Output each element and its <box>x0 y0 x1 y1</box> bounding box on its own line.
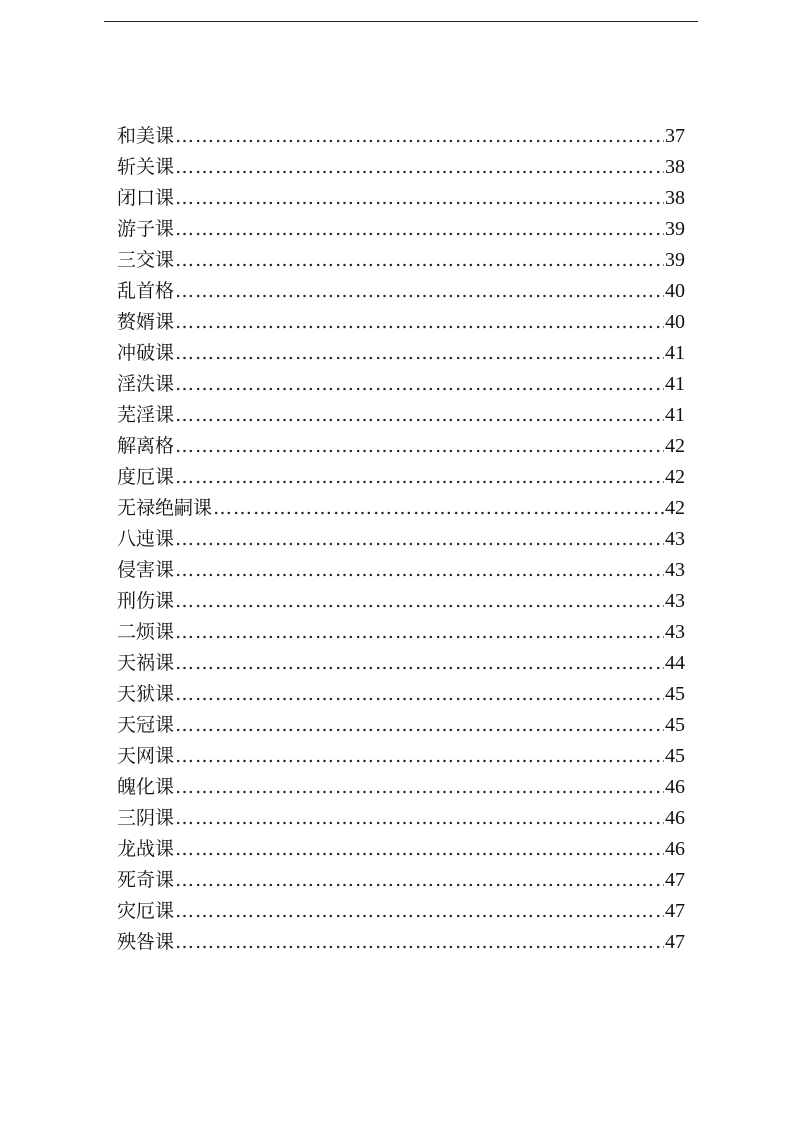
toc-entry[interactable] <box>117 152 685 183</box>
toc-entry[interactable] <box>117 493 685 524</box>
toc-entry[interactable] <box>117 834 685 865</box>
toc-entry[interactable] <box>117 183 685 214</box>
dot-leader <box>175 555 664 586</box>
dot-leader <box>175 586 664 617</box>
toc-entry-title: 三阴课 <box>117 807 175 829</box>
dot-leader <box>175 896 664 927</box>
toc-entry[interactable] <box>117 555 685 586</box>
toc-entry-title: 殃咎课 <box>117 931 175 953</box>
toc-entry[interactable] <box>117 338 685 369</box>
toc-entry-title: 赘婿课 <box>117 311 175 333</box>
toc-entry[interactable] <box>117 586 685 617</box>
toc-entry-page: 43 <box>665 590 685 612</box>
toc-entry-page: 39 <box>665 218 685 240</box>
dot-leader <box>175 648 664 679</box>
toc-entry[interactable] <box>117 741 685 772</box>
dot-leader <box>175 245 664 276</box>
toc-entry-title: 灾厄课 <box>117 900 175 922</box>
toc-entry[interactable] <box>117 896 685 927</box>
dot-leader <box>175 121 664 152</box>
toc-entry-page: 43 <box>665 528 685 550</box>
toc-entry[interactable] <box>117 400 685 431</box>
toc-entry[interactable] <box>117 462 685 493</box>
toc-entry-title: 淫泆课 <box>117 373 175 395</box>
toc-entry-title: 游子课 <box>117 218 175 240</box>
toc-entry-page: 42 <box>665 497 685 519</box>
toc-entry[interactable] <box>117 214 685 245</box>
toc-entry-title: 天祸课 <box>117 652 175 674</box>
toc-entry-page: 46 <box>665 838 685 860</box>
dot-leader <box>175 152 664 183</box>
dot-leader <box>175 679 664 710</box>
toc-entry-title: 魄化课 <box>117 776 175 798</box>
dot-leader <box>175 927 664 958</box>
toc-entry-title: 天狱课 <box>117 683 175 705</box>
toc-entry[interactable] <box>117 431 685 462</box>
toc-entry-page: 40 <box>665 311 685 333</box>
toc-entry-title: 龙战课 <box>117 838 175 860</box>
toc-entry[interactable] <box>117 679 685 710</box>
dot-leader <box>175 462 664 493</box>
dot-leader <box>175 834 664 865</box>
toc-entry[interactable] <box>117 927 685 958</box>
toc-entry-page: 46 <box>665 776 685 798</box>
toc-entry[interactable] <box>117 276 685 307</box>
dot-leader <box>175 865 664 896</box>
dot-leader <box>175 741 664 772</box>
toc-entry-title: 无禄绝嗣课 <box>117 497 213 519</box>
toc-entry-title: 闭口课 <box>117 187 175 209</box>
toc-entry-title: 乱首格 <box>117 280 175 302</box>
dot-leader <box>175 772 664 803</box>
toc-entry-title: 八迍课 <box>117 528 175 550</box>
dot-leader <box>213 493 664 524</box>
dot-leader <box>175 400 664 431</box>
toc-entry-title: 二烦课 <box>117 621 175 643</box>
toc-entry-page: 45 <box>665 745 685 767</box>
toc-entry-page: 47 <box>665 900 685 922</box>
toc-entry-page: 47 <box>665 931 685 953</box>
toc-entry[interactable] <box>117 648 685 679</box>
toc-entry[interactable] <box>117 803 685 834</box>
dot-leader <box>175 276 664 307</box>
toc-entry-title: 天网课 <box>117 745 175 767</box>
toc-entry-title: 死奇课 <box>117 869 175 891</box>
toc-entry-page: 40 <box>665 280 685 302</box>
toc-entry[interactable] <box>117 121 685 152</box>
toc-entry-page: 45 <box>665 683 685 705</box>
toc-entry-page: 46 <box>665 807 685 829</box>
toc-entry-page: 41 <box>665 342 685 364</box>
toc-entry-title: 解离格 <box>117 435 175 457</box>
table-of-contents <box>117 121 685 958</box>
header-rule <box>104 21 698 22</box>
toc-entry-title: 和美课 <box>117 125 175 147</box>
toc-entry-page: 42 <box>665 466 685 488</box>
toc-entry-page: 43 <box>665 621 685 643</box>
toc-entry-title: 芜淫课 <box>117 404 175 426</box>
toc-entry-page: 41 <box>665 373 685 395</box>
toc-entry-page: 38 <box>665 187 685 209</box>
toc-entry-title: 度厄课 <box>117 466 175 488</box>
toc-entry-title: 侵害课 <box>117 559 175 581</box>
toc-entry-title: 斩关课 <box>117 156 175 178</box>
dot-leader <box>175 214 664 245</box>
toc-entry-page: 41 <box>665 404 685 426</box>
toc-entry-page: 39 <box>665 249 685 271</box>
dot-leader <box>175 307 664 338</box>
toc-entry[interactable] <box>117 307 685 338</box>
toc-entry[interactable] <box>117 710 685 741</box>
toc-entry[interactable] <box>117 865 685 896</box>
dot-leader <box>175 431 664 462</box>
toc-entry-page: 43 <box>665 559 685 581</box>
toc-entry-title: 天冠课 <box>117 714 175 736</box>
dot-leader <box>175 617 664 648</box>
dot-leader <box>175 369 664 400</box>
toc-entry[interactable] <box>117 369 685 400</box>
dot-leader <box>175 183 664 214</box>
toc-entry-page: 37 <box>665 125 685 147</box>
toc-entry-page: 42 <box>665 435 685 457</box>
toc-entry-title: 三交课 <box>117 249 175 271</box>
toc-entry-page: 44 <box>665 652 685 674</box>
toc-entry[interactable] <box>117 524 685 555</box>
dot-leader <box>175 338 664 369</box>
toc-entry[interactable] <box>117 245 685 276</box>
toc-entry-page: 45 <box>665 714 685 736</box>
toc-entry[interactable] <box>117 617 685 648</box>
dot-leader <box>175 803 664 834</box>
dot-leader <box>175 710 664 741</box>
toc-entry-title: 冲破课 <box>117 342 175 364</box>
toc-entry-page: 47 <box>665 869 685 891</box>
toc-entry[interactable] <box>117 772 685 803</box>
dot-leader <box>175 524 664 555</box>
toc-entry-page: 38 <box>665 156 685 178</box>
toc-entry-title: 刑伤课 <box>117 590 175 612</box>
